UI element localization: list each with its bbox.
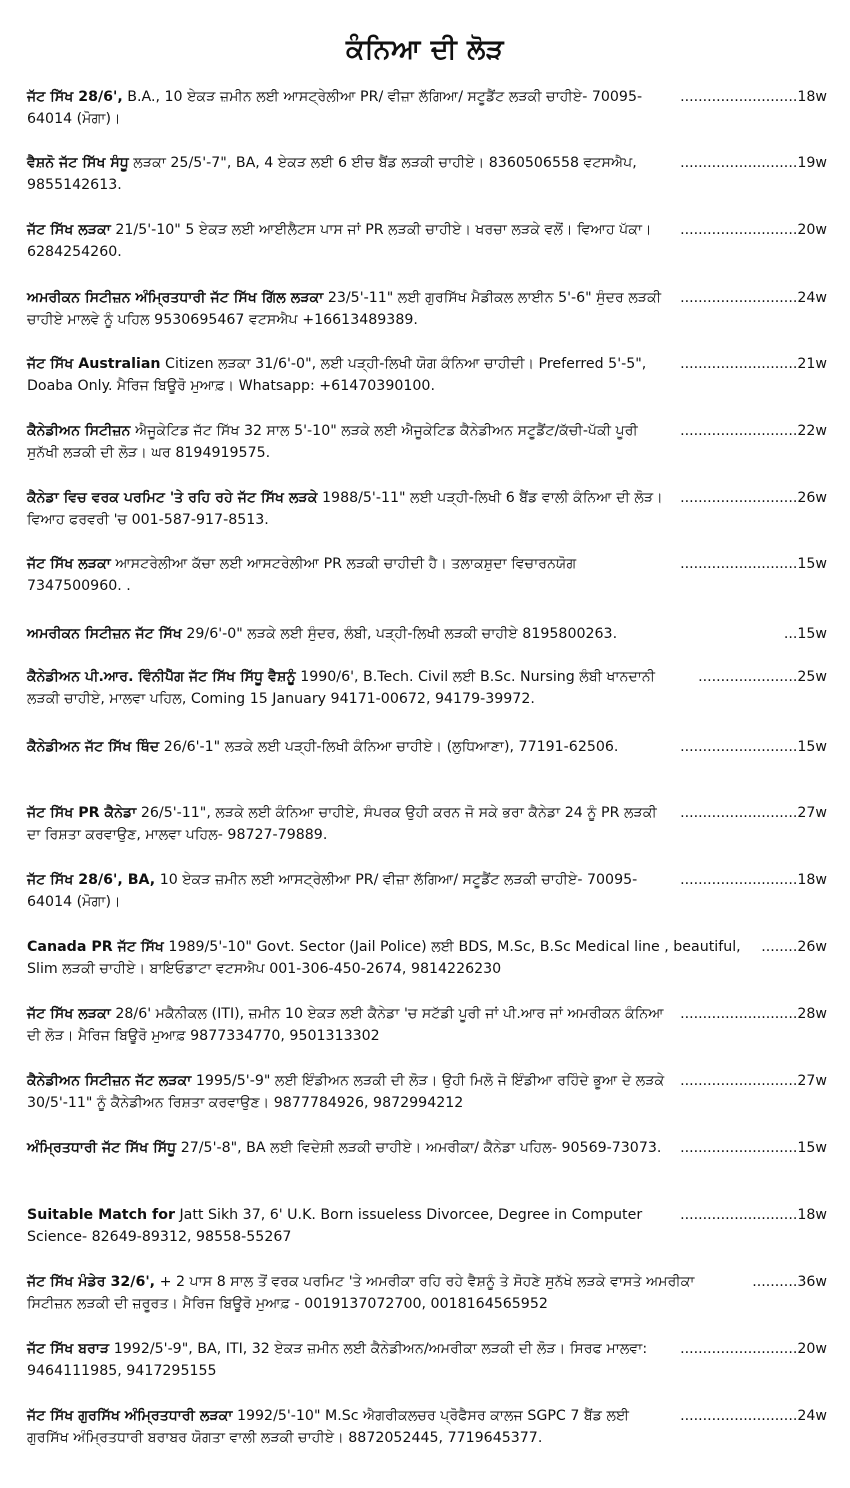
ad-heading: ਜੱਟ ਸਿੱਖ ਲੜਕਾ	[27, 1006, 111, 1022]
ad-code: ..........................19w	[680, 155, 827, 171]
ad-text: 23/5'-11" ਲਈ ਗੁਰਸਿੱਖ ਮੈਡੀਕਲ ਲਾਈਨ 5'-6" ਸੁੰਦਰ ਲੜਕੀ ਚਾਹੀਏ ਮਾਲਵੇ ਨੂੰ ਪਹਿਲ 9530695467 ਵਟਸਐਪ +16613489389.	[27, 290, 662, 328]
ad-text: 26/5'-11", ਲੜਕੇ ਲਈ ਕੰਨਿਆ ਚਾਹੀਏ, ਸੰਪਰਕ ਉਹੀ ਕਰਨ ਜੋ ਸਕੇ ਭਰਾ ਕੈਨੇਡਾ 24 ਨੂੰ PR ਲੜਕੀ ਦਾ ਰਿਸ਼ਤਾ ਕਰਵਾਉਣ, ਮਾਲਵਾ ਪਹਿਲ- 98727-79889.	[27, 805, 657, 843]
ad-code: ..........................24w	[680, 290, 827, 306]
ad-heading: ਅੰਮ੍ਰਿਤਧਾਰੀ ਜੱਟ ਸਿੱਖ ਸਿੱਧੂ	[27, 1140, 177, 1156]
ad-item	[27, 152, 827, 196]
ad-code: ..........................21w	[680, 356, 827, 372]
ad-heading: ਵੈਸ਼ਨੋ ਜੱਟ ਸਿੱਖ ਸੰਧੂ	[27, 155, 129, 171]
ad-heading: ਜੱਟ ਸਿੱਖ ਲੜਕਾ	[27, 556, 111, 572]
ad-heading: ਜੱਟ ਸਿੱਖ PR ਕੈਨੇਡਾ	[27, 805, 137, 821]
ad-item	[27, 420, 827, 464]
ad-item	[27, 353, 827, 397]
ad-text: ਐਜੂਕੇਟਿਡ ਜੱਟ ਸਿੱਖ 32 ਸਾਲ 5'-10" ਲੜਕੇ ਲਈ ਐਜੂਕੇਟਿਡ ਕੈਨੇਡੀਅਨ ਸਟੂਡੈਂਟ/ਕੱਚੀ-ਪੱਕੀ ਪੂਰੀ ਸੁਨੱਖੀ ਲੜਕੀ ਦੀ ਲੋੜ। ਘਰ 8194919575.	[27, 423, 638, 461]
ad-heading: ਜੱਟ ਸਿੱਖ ਮੰਡੇਰ 32/6',	[27, 1274, 156, 1290]
ad-code: ..........................20w	[680, 1341, 827, 1357]
ad-code: ..........................20w	[680, 222, 827, 238]
ad-text: Citizen ਲੜਕਾ 31/6'-0", ਲਈ ਪੜ੍ਹੀ-ਲਿਖੀ ਯੋਗ ਕੰਨਿਆ ਚਾਹੀਦੀ। Preferred 5'-5", Doaba Only. ਮੈਰਿਜ ਬਿਊਰੋ ਮੁਆਫ਼। Whatsapp: +61470390100.	[27, 356, 647, 394]
ad-heading: ਅਮਰੀਕਨ ਸਿਟੀਜ਼ਨ ਅੰਮ੍ਰਿਤਧਾਰੀ ਜੱਟ ਸਿੱਖ ਗਿੱਲ ਲੜਕਾ	[27, 290, 324, 306]
ad-item	[27, 869, 827, 913]
ad-code: ..........................18w	[680, 89, 827, 105]
ad-heading: ਜੱਟ ਸਿੱਖ Australian	[27, 356, 161, 372]
ad-heading: ਕੈਨੇਡੀਅਨ ਸਿਟੀਜ਼ਨ	[27, 423, 131, 439]
ad-code: ..........................27w	[680, 805, 827, 821]
ad-item	[27, 1338, 827, 1382]
ad-code: ..........................26w	[680, 490, 827, 506]
ad-text: Jatt Sikh 37, 6' U.K. Born issueless Divorcee, Degree in Computer Science- 82649-89312, 98558-55267	[27, 1207, 643, 1245]
ad-code: ..........................27w	[680, 1073, 827, 1089]
ad-code: ..........................18w	[680, 1207, 827, 1223]
ad-code: ..........36w	[752, 1274, 827, 1290]
ad-code: ..........................18w	[680, 872, 827, 888]
ad-text: ਲੜਕਾ 25/5'-7", BA, 4 ਏਕੜ ਲਈ 6 ਈਚ ਬੈਂਡ ਲੜਕੀ ਚਾਹੀਏ। 8360506558 ਵਟਸਐਪ, 9855142613.	[27, 155, 637, 193]
ad-code: ......................25w	[698, 669, 827, 685]
ad-text: 1992/5'-9", BA, ITI, 32 ਏਕੜ ਜ਼ਮੀਨ ਲਈ ਕੈਨੇਡੀਅਨ/ਅਮਰੀਕਾ ਲੜਕੀ ਦੀ ਲੋੜ। ਸਿਰਫ ਮਾਲਵਾ: 9464111985, 9417295155	[27, 1341, 648, 1379]
ad-item	[27, 553, 827, 597]
ad-code: ..........................22w	[680, 423, 827, 439]
ad-item	[27, 1204, 827, 1248]
ad-text: 10 ਏਕੜ ਜ਼ਮੀਨ ਲਈ ਆਸਟ੍ਰੇਲੀਆ PR/ ਵੀਜ਼ਾ ਲੱਗਿਆ/ ਸਟੂਡੈਂਟ ਲੜਕੀ ਚਾਹੀਏ- 70095-64014 (ਮੋਗਾ)।	[27, 872, 638, 910]
ad-heading: ਕੈਨੇਡੀਅਨ ਜੱਟ ਸਿੱਖ ਥਿੰਦ	[27, 739, 160, 755]
ad-text: 26/6'-1" ਲੜਕੇ ਲਈ ਪੜ੍ਹੀ-ਲਿਖੀ ਕੰਨਿਆ ਚਾਹੀਏ। (ਲੁਧਿਆਣਾ), 77191-62506.	[163, 739, 619, 755]
ad-code: ........26w	[761, 939, 827, 955]
ad-heading: ਜੱਟ ਸਿੱਖ ਗੁਰਸਿੱਖ ਅੰਮ੍ਰਿਤਧਾਰੀ ਲੜਕਾ	[27, 1408, 233, 1424]
ad-item	[27, 666, 827, 710]
ad-text: 29/6'-0" ਲੜਕੇ ਲਈ ਸੁੰਦਰ, ਲੰਬੀ, ਪੜ੍ਹੀ-ਲਿਖੀ ਲੜਕੀ ਚਾਹੀਏ 8195800263.	[186, 626, 618, 642]
page-title: ਕੰਨਿਆ ਦੀ ਲੋੜ	[345, 34, 505, 65]
ad-item	[27, 86, 827, 130]
ad-heading: ਅਮਰੀਕਨ ਸਿਟੀਜ਼ਨ ਜੱਟ ਸਿੱਖ	[27, 626, 182, 642]
ad-item	[27, 736, 827, 758]
ad-text: 1990/6', B.Tech. Civil ਲਈ B.Sc. Nursing ਲੰਬੀ ਖਾਨਦਾਨੀ ਲੜਕੀ ਚਾਹੀਏ, ਮਾਲਵਾ ਪਹਿਲ, Coming 15 January 94171-00672, 94179-39972.	[27, 669, 656, 707]
ad-item	[27, 1003, 827, 1047]
ad-item	[27, 936, 827, 980]
ad-item	[27, 1137, 827, 1159]
ad-code: ..........................15w	[680, 556, 827, 572]
ad-text: 21/5'-10" 5 ਏਕੜ ਲਈ ਆਈਲੈਟਸ ਪਾਸ ਜਾਂ PR ਲੜਕੀ ਚਾਹੀਏ। ਖਰਚਾ ਲੜਕੇ ਵਲੋਂ। ਵਿਆਹ ਪੱਕਾ। 6284254260.	[27, 222, 652, 260]
ad-item	[27, 1405, 827, 1449]
ad-item	[27, 287, 827, 331]
ad-code: ..........................15w	[680, 739, 827, 755]
ad-text: 1988/5'-11" ਲਈ ਪੜ੍ਹੀ-ਲਿਖੀ 6 ਬੈਂਡ ਵਾਲੀ ਕੰਨਿਆ ਦੀ ਲੋੜ। ਵਿਆਹ ਫਰਵਰੀ 'ਚ 001-587-917-8513.	[27, 490, 663, 528]
ad-text: 1995/5'-9" ਲਈ ਇੰਡੀਅਨ ਲੜਕੀ ਦੀ ਲੋੜ। ਉਹੀ ਮਿਲੋ ਜੋ ਇੰਡੀਆ ਰਹਿੰਦੇ ਭੂਆ ਦੇ ਲੜਕੇ 30/5'-11" ਨੂੰ ਕੈਨੇਡੀਅਨ ਰਿਸ਼ਤਾ ਕਰਵਾਉਣ। 9877784926, 9872994212	[27, 1073, 665, 1111]
ad-text: ਆਸਟਰੇਲੀਆ ਕੱਚਾ ਲਈ ਆਸਟਰੇਲੀਆ PR ਲੜਕੀ ਚਾਹੀਦੀ ਹੈ। ਤਲਾਕਸ਼ੁਦਾ ਵਿਚਾਰਨਯੋਗ 7347500960. .	[27, 556, 577, 594]
ad-text: 1992/5'-10" M.Sc ਐਗਰੀਕਲਚਰ ਪ੍ਰੋਫੈਸਰ ਕਾਲਜ SGPC 7 ਬੈਂਡ ਲਈ ਗੁਰਸਿੱਖ ਅੰਮ੍ਰਿਤਧਾਰੀ ਬਰਾਬਰ ਯੋਗਤਾ ਵਾਲੀ ਲੜਕੀ ਚਾਹੀਏ। 8872052445, 7719645377.	[27, 1408, 630, 1446]
ad-heading: ਕੈਨੇਡੀਅਨ ਸਿਟੀਜ਼ਨ ਜੱਟ ਲੜਕਾ	[27, 1073, 192, 1089]
ad-heading: Suitable Match for	[27, 1207, 175, 1223]
ad-item	[27, 623, 827, 645]
ad-text: 28/6' ਮਕੈਨੀਕਲ (ITI), ਜ਼ਮੀਨ 10 ਏਕੜ ਲਈ ਕੈਨੇਡਾ 'ਚ ਸਟੱਡੀ ਪੂਰੀ ਜਾਂ ਪੀ.ਆਰ ਜਾਂ ਅਮਰੀਕਨ ਕੰਨਿਆ ਦੀ ਲੋੜ। ਮੈਰਿਜ ਬਿਊਰੋ ਮੁਆਫ਼ 9877334770, 9501313302	[27, 1006, 664, 1044]
ad-heading: Canada PR ਜੱਟ ਸਿੱਖ	[27, 939, 164, 955]
ad-text: 27/5'-8", BA ਲਈ ਵਿਦੇਸ਼ੀ ਲੜਕੀ ਚਾਹੀਏ। ਅਮਰੀਕਾ/ ਕੈਨੇਡਾ ਪਹਿਲ- 90569-73073.	[180, 1140, 662, 1156]
ad-heading: ਜੱਟ ਸਿੱਖ ਬਰਾੜ	[27, 1341, 110, 1357]
ad-code: ..........................15w	[680, 1140, 827, 1156]
ad-heading: ਕੈਨੇਡਾ ਵਿਚ ਵਰਕ ਪਰਮਿਟ 'ਤੇ ਰਹਿ ਰਹੇ ਜੱਟ ਸਿੱਖ ਲੜਕੇ	[27, 490, 318, 506]
ad-text: + 2 ਪਾਸ 8 ਸਾਲ ਤੋਂ ਵਰਕ ਪਰਮਿਟ 'ਤੇ ਅਮਰੀਕਾ ਰਹਿ ਰਹੇ ਵੈਸ਼ਨੂੰ ਤੇ ਸੋਹਣੇ ਸੁਨੱਖੇ ਲੜਕੇ ਵਾਸਤੇ ਅਮਰੀਕਾ ਸਿਟੀਜ਼ਨ ਲੜਕੀ ਦੀ ਜ਼ਰੂਰਤ। ਮੈਰਿਜ ਬਿਊਰੋ ਮੁਆਫ਼ - 0019137072700, 0018164565952	[27, 1274, 695, 1312]
ad-item	[27, 802, 827, 846]
ad-heading: ਜੱਟ ਸਿੱਖ ਲੜਕਾ	[27, 222, 111, 238]
ad-item	[27, 487, 827, 531]
ad-heading: ਕੈਨੇਡੀਅਨ ਪੀ.ਆਰ. ਵਿੰਨੀਪੈੱਗ ਜੱਟ ਸਿੱਖ ਸਿੱਧੂ ਵੈਸ਼ਨੂੰ	[27, 669, 296, 685]
ad-item	[27, 1271, 827, 1315]
ad-heading: ਜੱਟ ਸਿੱਖ 28/6', BA,	[27, 872, 156, 888]
ad-heading: ਜੱਟ ਸਿੱਖ 28/6',	[27, 89, 123, 105]
ad-text: B.A., 10 ਏਕੜ ਜ਼ਮੀਨ ਲਈ ਆਸਟ੍ਰੇਲੀਆ PR/ ਵੀਜ਼ਾ ਲੱਗਿਆ/ ਸਟੂਡੈਂਟ ਲੜਕੀ ਚਾਹੀਏ- 70095-64014 (ਮੋਗਾ)।	[27, 89, 643, 127]
ad-item	[27, 1070, 827, 1114]
ad-code: ..........................28w	[680, 1006, 827, 1022]
ad-text: 1989/5'-10" Govt. Sector (Jail Police) ਲਈ BDS, M.Sc, B.Sc Medical line , beautiful, Slim ਲੜਕੀ ਚਾਹੀਏ। ਬਾਇਓਡਾਟਾ ਵਟਸਐਪ 001-306-450-2674, 9814226230	[27, 939, 741, 977]
ad-item	[27, 219, 827, 263]
ad-code: ..........................24w	[680, 1408, 827, 1424]
ad-code: ...15w	[783, 626, 827, 642]
